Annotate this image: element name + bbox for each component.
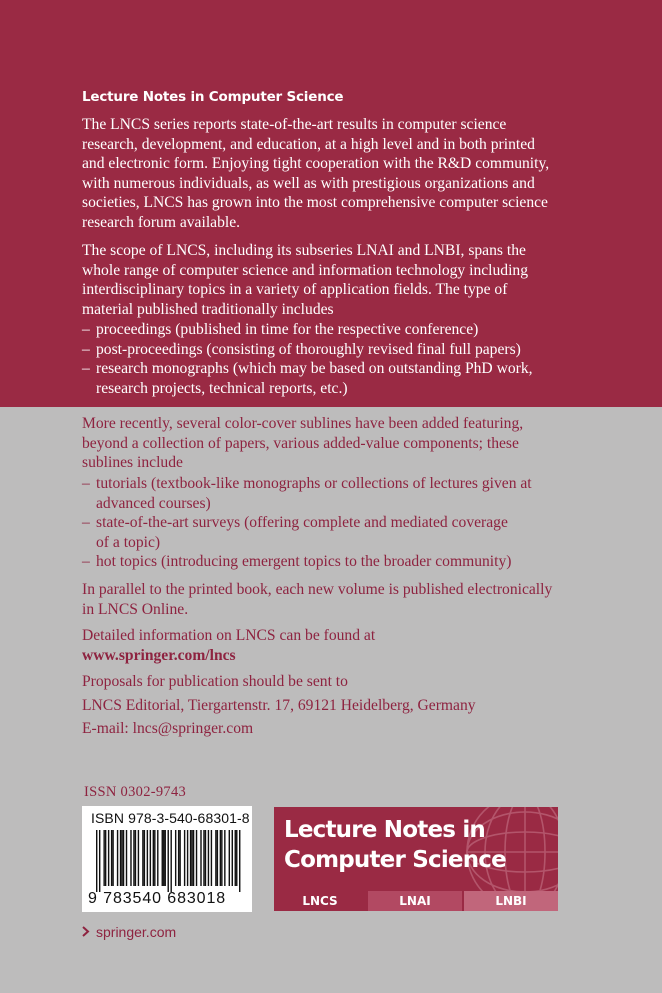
subseries-strip: [274, 891, 558, 911]
issn-number: ISSN 0302-9743: [84, 784, 187, 800]
list-item: – state-of-the-art surveys (offering complete and mediated coverage of a topic): [82, 514, 508, 551]
lnbi-label: LNBI: [464, 891, 558, 911]
logo-title-line1: Lecture Notes in: [284, 817, 486, 843]
barcode-icon: [96, 830, 242, 892]
list-item: – post-proceedings (consisting of thoroughly revised final full papers): [82, 340, 521, 358]
chevron-right-icon: [82, 926, 90, 937]
logo-title-line2: Computer Science: [284, 847, 506, 873]
ean-digits: 9 783540 683018: [88, 890, 227, 907]
lncs-label: LNCS: [274, 891, 366, 911]
series-title: Lecture Notes in Computer Science: [82, 89, 344, 105]
lncs-url-link[interactable]: www.springer.com/lncs: [82, 646, 236, 664]
list-item: – hot topics (introducing emergent topics to the broader community): [82, 553, 512, 571]
top-panel: [0, 0, 662, 407]
lnai-label: LNAI: [368, 891, 462, 911]
online-paragraph: In parallel to the printed book, each new volume is published electronically in LNCS Online.: [82, 581, 553, 618]
publisher-url: springer.com: [96, 924, 177, 940]
scope-paragraph: The scope of LNCS, including its subseries LNAI and LNBI, spans the whole range of computer science and information technology including interdisciplinary topics in a variety of application fields. The type of material published traditionally includes: [82, 242, 529, 318]
info-paragraph: Detailed information on LNCS can be found at www.springer.com/lncs: [82, 627, 376, 664]
email-link[interactable]: E-mail: lncs@springer.com: [82, 720, 254, 738]
springer-link[interactable]: [82, 924, 176, 940]
sublines-paragraph: More recently, several color-cover sublines have been added featuring, beyond a collection of papers, various added-value components; these sublines include: [82, 415, 524, 472]
isbn-number: ISBN 978-3-540-68301-8: [91, 810, 250, 826]
proposals-paragraph: Proposals for publication should be sent to LNCS Editorial, Tiergartenstr. 17, 69121 Heidelberg, Germany E-mail: lncs@springer.com: [82, 673, 476, 738]
lncs-logo: [274, 807, 558, 911]
intro-paragraph: The LNCS series reports state-of-the-art results in computer science research, development, and education, at a high level and in both printed and electronic form. Enjoying tight cooperation with the R&D community, with numerous individuals, as well as with prestigious organizations and societies, LNCS has grown into the most comprehensive computer science research forum available.: [82, 116, 550, 231]
barcode-block: [82, 806, 252, 912]
sublines-list: [82, 474, 602, 572]
list-item: – tutorials (textbook-like monographs or collections of lectures given at advanced courses): [82, 475, 532, 512]
material-list: [82, 320, 602, 398]
list-item: – research monographs (which may be based on outstanding PhD work, research projects, technical reports, etc.): [82, 360, 533, 397]
list-item: – proceedings (published in time for the respective conference): [82, 321, 479, 338]
